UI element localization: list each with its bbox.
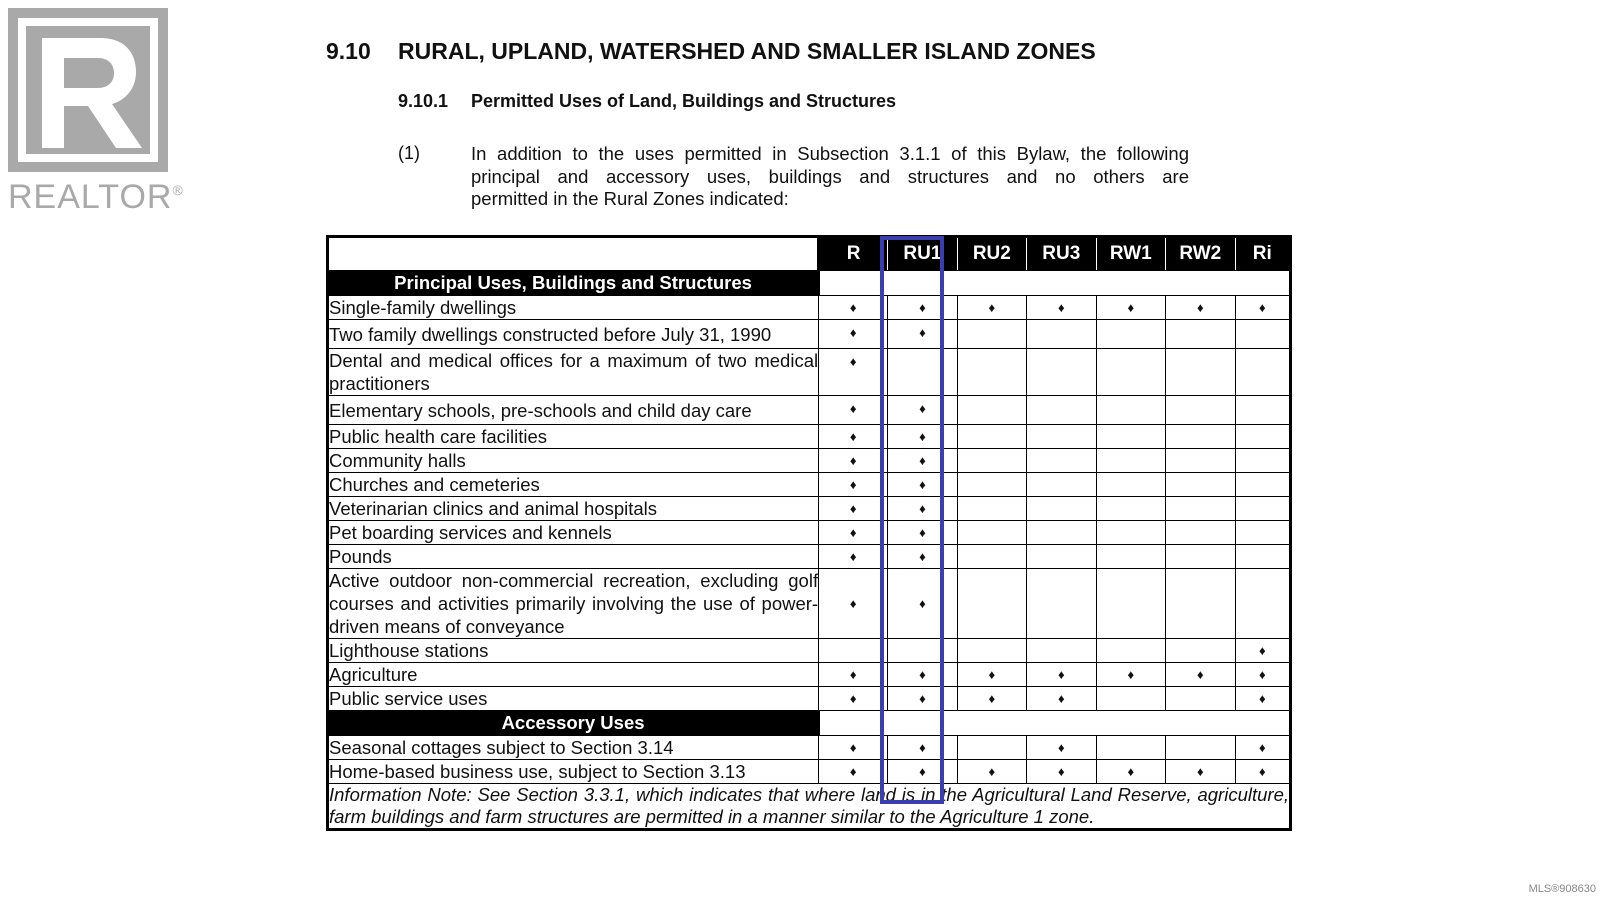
mark-cell-r xyxy=(819,687,888,711)
diamond-mark-icon: ♦ xyxy=(849,401,857,416)
mark-cell-rw2 xyxy=(1166,760,1236,784)
table-row xyxy=(328,296,1291,320)
mark-cell-r xyxy=(819,449,888,473)
mark-cell-r xyxy=(819,639,888,663)
permitted-uses-table xyxy=(326,235,1292,831)
mark-cell-r xyxy=(819,320,888,349)
diamond-mark-icon: ♦ xyxy=(988,691,996,706)
diamond-mark-icon: ♦ xyxy=(849,501,857,516)
use-label: Seasonal cottages subject to Section 3.14 xyxy=(328,736,819,760)
use-label: Dental and medical offices for a maximum of two medical practitioners xyxy=(329,350,819,394)
mark-cell-ru1 xyxy=(888,687,957,711)
mark-cell-ri xyxy=(1235,521,1290,545)
diamond-mark-icon: ♦ xyxy=(919,477,926,492)
mark-cell-ri xyxy=(1235,687,1290,711)
mark-cell-rw2 xyxy=(1166,663,1236,687)
mark-cell-ru3 xyxy=(1027,396,1096,425)
diamond-mark-icon: ♦ xyxy=(849,354,857,369)
mark-cell-rw2 xyxy=(1166,449,1236,473)
diamond-mark-icon: ♦ xyxy=(849,429,857,444)
mark-cell-rw1 xyxy=(1096,449,1166,473)
mark-cell-rw2 xyxy=(1166,497,1236,521)
table-row xyxy=(328,760,1291,784)
mark-cell-ri xyxy=(1235,663,1290,687)
table-row xyxy=(328,320,1291,349)
diamond-mark-icon: ♦ xyxy=(919,501,926,516)
accessory-uses-header-blank xyxy=(819,711,1291,736)
mark-cell-ri xyxy=(1235,639,1290,663)
mark-cell-ru1 xyxy=(888,449,957,473)
mark-cell-ru2 xyxy=(957,320,1026,349)
mark-cell-rw1 xyxy=(1096,396,1166,425)
mark-cell-rw1 xyxy=(1096,473,1166,497)
paragraph-number: (1) xyxy=(398,143,420,163)
mark-cell-r xyxy=(819,296,888,320)
mark-cell-ri xyxy=(1235,473,1290,497)
mark-cell-ru3 xyxy=(1027,521,1096,545)
mark-cell-ru1 xyxy=(888,497,957,521)
mls-watermark: MLS®908630 xyxy=(1528,883,1596,895)
zone-header-rw2: RW2 xyxy=(1166,237,1236,271)
mark-cell-rw1 xyxy=(1096,736,1166,760)
diamond-mark-icon: ♦ xyxy=(919,429,926,444)
mark-cell-ru1 xyxy=(888,296,957,320)
table-row xyxy=(328,349,1291,396)
diamond-mark-icon: ♦ xyxy=(919,740,926,755)
mark-cell-ru3 xyxy=(1027,760,1096,784)
subsection-title: Permitted Uses of Land, Buildings and Structures xyxy=(471,91,897,111)
diamond-mark-icon: ♦ xyxy=(849,300,857,315)
table-row xyxy=(328,497,1291,521)
mark-cell-rw1 xyxy=(1096,760,1166,784)
mark-cell-rw2 xyxy=(1166,545,1236,569)
use-label: Agriculture xyxy=(328,663,819,687)
mark-cell-ri xyxy=(1235,296,1290,320)
diamond-mark-icon: ♦ xyxy=(1258,300,1266,315)
mark-cell-ru3 xyxy=(1027,663,1096,687)
mark-cell-rw2 xyxy=(1166,349,1236,396)
mark-cell-ru3 xyxy=(1027,296,1096,320)
mark-cell-ri xyxy=(1235,425,1290,449)
table-row xyxy=(328,396,1291,425)
mark-cell-rw1 xyxy=(1096,663,1166,687)
mark-cell-ru2 xyxy=(957,545,1026,569)
mark-cell-ru1 xyxy=(888,569,957,639)
diamond-mark-icon: ♦ xyxy=(1057,300,1065,315)
diamond-mark-icon: ♦ xyxy=(1258,643,1266,658)
mark-cell-ru2 xyxy=(957,760,1026,784)
mark-cell-ru2 xyxy=(957,473,1026,497)
table-row xyxy=(328,687,1291,711)
mark-cell-ru3 xyxy=(1027,349,1096,396)
mark-cell-ru3 xyxy=(1027,425,1096,449)
mark-cell-ri xyxy=(1235,449,1290,473)
diamond-mark-icon: ♦ xyxy=(1127,667,1135,682)
mark-cell-ru3 xyxy=(1027,320,1096,349)
paragraph-line-2: principal and accessory uses, buildings and structures and no others are xyxy=(471,165,1189,187)
mark-cell-rw1 xyxy=(1096,425,1166,449)
principal-uses-header xyxy=(328,271,1291,296)
mark-cell-r xyxy=(819,349,888,396)
mark-cell-ru1 xyxy=(888,663,957,687)
mark-cell-ru1 xyxy=(888,320,957,349)
mark-cell-ri xyxy=(1235,349,1290,396)
mark-cell-rw2 xyxy=(1166,473,1236,497)
subsection-number: 9.10.1 xyxy=(398,91,449,111)
mark-cell-rw1 xyxy=(1096,639,1166,663)
mark-cell-ru3 xyxy=(1027,687,1096,711)
diamond-mark-icon: ♦ xyxy=(919,401,926,416)
mark-cell-ru2 xyxy=(957,687,1026,711)
mark-cell-ru3 xyxy=(1027,449,1096,473)
mark-cell-rw2 xyxy=(1166,521,1236,545)
mark-cell-rw2 xyxy=(1166,396,1236,425)
mark-cell-ru1 xyxy=(888,473,957,497)
mark-cell-r xyxy=(819,521,888,545)
table-row xyxy=(328,449,1291,473)
table-row xyxy=(328,639,1291,663)
mark-cell-ru3 xyxy=(1027,497,1096,521)
principal-uses-header-blank xyxy=(819,271,1291,296)
diamond-mark-icon: ♦ xyxy=(1196,667,1204,682)
diamond-mark-icon: ♦ xyxy=(849,596,857,611)
use-label: Lighthouse stations xyxy=(328,639,819,663)
diamond-mark-icon: ♦ xyxy=(849,477,857,492)
mark-cell-r xyxy=(819,663,888,687)
use-label: Pet boarding services and kennels xyxy=(328,521,819,545)
mark-cell-ru1 xyxy=(888,349,957,396)
accessory-uses-header xyxy=(328,711,1291,736)
mark-cell-ru1 xyxy=(888,760,957,784)
mark-cell-ri xyxy=(1235,569,1290,639)
mark-cell-ru2 xyxy=(957,736,1026,760)
diamond-mark-icon: ♦ xyxy=(919,525,926,540)
diamond-mark-icon: ♦ xyxy=(849,325,857,340)
mark-cell-rw1 xyxy=(1096,569,1166,639)
zone-header-ru2: RU2 xyxy=(957,237,1026,271)
mark-cell-ru2 xyxy=(957,663,1026,687)
mark-cell-ru2 xyxy=(957,296,1026,320)
mark-cell-ru3 xyxy=(1027,569,1096,639)
realtor-r-mark-icon xyxy=(8,8,168,172)
mark-cell-ru3 xyxy=(1027,545,1096,569)
zone-header-ru3: RU3 xyxy=(1027,237,1096,271)
mark-cell-ru2 xyxy=(957,521,1026,545)
diamond-mark-icon: ♦ xyxy=(919,325,926,340)
accessory-uses-header-label: Accessory Uses xyxy=(328,711,819,736)
mark-cell-ru2 xyxy=(957,425,1026,449)
mark-cell-r xyxy=(819,396,888,425)
mark-cell-rw2 xyxy=(1166,425,1236,449)
diamond-mark-icon: ♦ xyxy=(849,740,857,755)
diamond-mark-icon: ♦ xyxy=(919,667,926,682)
mark-cell-rw2 xyxy=(1166,736,1236,760)
mark-cell-ri xyxy=(1235,396,1290,425)
mark-cell-ru3 xyxy=(1027,473,1096,497)
mark-cell-rw1 xyxy=(1096,545,1166,569)
diamond-mark-icon: ♦ xyxy=(1127,300,1135,315)
diamond-mark-icon: ♦ xyxy=(919,300,926,315)
table-row xyxy=(328,473,1291,497)
mark-cell-r xyxy=(819,569,888,639)
diamond-mark-icon: ♦ xyxy=(919,549,926,564)
mark-cell-ru1 xyxy=(888,396,957,425)
mark-cell-r xyxy=(819,425,888,449)
mark-cell-ri xyxy=(1235,760,1290,784)
mark-cell-ri xyxy=(1235,736,1290,760)
mark-cell-ru3 xyxy=(1027,639,1096,663)
diamond-mark-icon: ♦ xyxy=(849,691,857,706)
mark-cell-rw1 xyxy=(1096,521,1166,545)
mark-cell-rw1 xyxy=(1096,296,1166,320)
zone-header-row xyxy=(328,237,1291,271)
diamond-mark-icon: ♦ xyxy=(1127,764,1135,779)
mark-cell-rw2 xyxy=(1166,687,1236,711)
use-label: Public health care facilities xyxy=(328,425,819,449)
diamond-mark-icon: ♦ xyxy=(1258,764,1266,779)
table-row xyxy=(328,663,1291,687)
diamond-mark-icon: ♦ xyxy=(988,764,996,779)
diamond-mark-icon: ♦ xyxy=(919,596,926,611)
mark-cell-r xyxy=(819,497,888,521)
diamond-mark-icon: ♦ xyxy=(1057,691,1065,706)
diamond-mark-icon: ♦ xyxy=(849,549,857,564)
diamond-mark-icon: ♦ xyxy=(1057,764,1065,779)
mark-cell-ru2 xyxy=(957,639,1026,663)
use-label: Veterinarian clinics and animal hospitals xyxy=(328,497,819,521)
realtor-logo xyxy=(8,8,184,216)
use-label: Single-family dwellings xyxy=(328,296,819,320)
mark-cell-ri xyxy=(1235,497,1290,521)
diamond-mark-icon: ♦ xyxy=(1196,300,1204,315)
mark-cell-rw2 xyxy=(1166,320,1236,349)
diamond-mark-icon: ♦ xyxy=(849,525,857,540)
diamond-mark-icon: ♦ xyxy=(919,764,926,779)
diamond-mark-icon: ♦ xyxy=(919,453,926,468)
table-row xyxy=(328,569,1291,639)
diamond-mark-icon: ♦ xyxy=(988,300,996,315)
section-number: 9.10 xyxy=(326,38,371,64)
use-label: Active outdoor non-commercial recreation, excluding golf courses and activities primarily involving the use of power-driven means of conveyance xyxy=(329,570,819,637)
mark-cell-r xyxy=(819,760,888,784)
mark-cell-ru3 xyxy=(1027,736,1096,760)
mark-cell-rw1 xyxy=(1096,687,1166,711)
mark-cell-rw1 xyxy=(1096,349,1166,396)
use-label: Churches and cemeteries xyxy=(328,473,819,497)
use-label: Two family dwellings constructed before July 31, 1990 xyxy=(328,320,819,349)
table-row xyxy=(328,736,1291,760)
diamond-mark-icon: ♦ xyxy=(849,667,857,682)
mark-cell-ru1 xyxy=(888,425,957,449)
diamond-mark-icon: ♦ xyxy=(1258,667,1266,682)
mark-cell-rw1 xyxy=(1096,320,1166,349)
mark-cell-rw2 xyxy=(1166,569,1236,639)
paragraph-text xyxy=(471,143,1189,211)
diamond-mark-icon: ♦ xyxy=(1057,667,1065,682)
table-row xyxy=(328,521,1291,545)
mark-cell-r xyxy=(819,545,888,569)
diamond-mark-icon: ♦ xyxy=(849,453,857,468)
mark-cell-ru2 xyxy=(957,396,1026,425)
diamond-mark-icon: ♦ xyxy=(1258,691,1266,706)
principal-uses-header-label: Principal Uses, Buildings and Structures xyxy=(328,271,819,296)
mark-cell-ri xyxy=(1235,545,1290,569)
mark-cell-ru1 xyxy=(888,639,957,663)
mark-cell-ru2 xyxy=(957,449,1026,473)
mark-cell-rw2 xyxy=(1166,296,1236,320)
diamond-mark-icon: ♦ xyxy=(1057,740,1065,755)
section-title: RURAL, UPLAND, WATERSHED AND SMALLER ISLAND ZONES xyxy=(398,38,1096,64)
information-note-row xyxy=(328,784,1291,830)
mark-cell-ru1 xyxy=(888,545,957,569)
mark-cell-rw2 xyxy=(1166,639,1236,663)
mark-cell-ru1 xyxy=(888,521,957,545)
paragraph-line-1: In addition to the uses permitted in Subsection 3.1.1 of this Bylaw, the following xyxy=(471,143,1189,164)
diamond-mark-icon: ♦ xyxy=(1196,764,1204,779)
zone-header-r: R xyxy=(819,237,888,271)
mark-cell-ri xyxy=(1235,320,1290,349)
use-label: Elementary schools, pre-schools and child day care xyxy=(328,396,819,425)
realtor-logo-text: REALTOR® xyxy=(8,178,184,216)
mark-cell-r xyxy=(819,736,888,760)
table-row xyxy=(328,425,1291,449)
mark-cell-r xyxy=(819,473,888,497)
use-label: Community halls xyxy=(328,449,819,473)
use-label: Public service uses xyxy=(328,687,819,711)
diamond-mark-icon: ♦ xyxy=(1258,740,1266,755)
zone-header-ri: Ri xyxy=(1235,237,1290,271)
diamond-mark-icon: ♦ xyxy=(988,667,996,682)
mark-cell-rw1 xyxy=(1096,497,1166,521)
diamond-mark-icon: ♦ xyxy=(919,691,926,706)
use-label: Pounds xyxy=(328,545,819,569)
table-row xyxy=(328,545,1291,569)
use-label: Home-based business use, subject to Section 3.13 xyxy=(328,760,819,784)
mark-cell-ru2 xyxy=(957,497,1026,521)
zone-header-rw1: RW1 xyxy=(1096,237,1166,271)
mark-cell-ru1 xyxy=(888,736,957,760)
mark-cell-ru2 xyxy=(957,349,1026,396)
zone-header-blank xyxy=(328,237,819,271)
zone-header-ru1: RU1 xyxy=(888,237,957,271)
information-note: Information Note: See Section 3.3.1, which indicates that where land is in the Agricultural Land Reserve, agriculture, farm buildings and farm structures are permitted in a manner similar to the Agriculture 1 zone. xyxy=(328,784,1291,830)
mark-cell-ru2 xyxy=(957,569,1026,639)
diamond-mark-icon: ♦ xyxy=(849,764,857,779)
paragraph-line-3: permitted in the Rural Zones indicated: xyxy=(471,188,789,209)
